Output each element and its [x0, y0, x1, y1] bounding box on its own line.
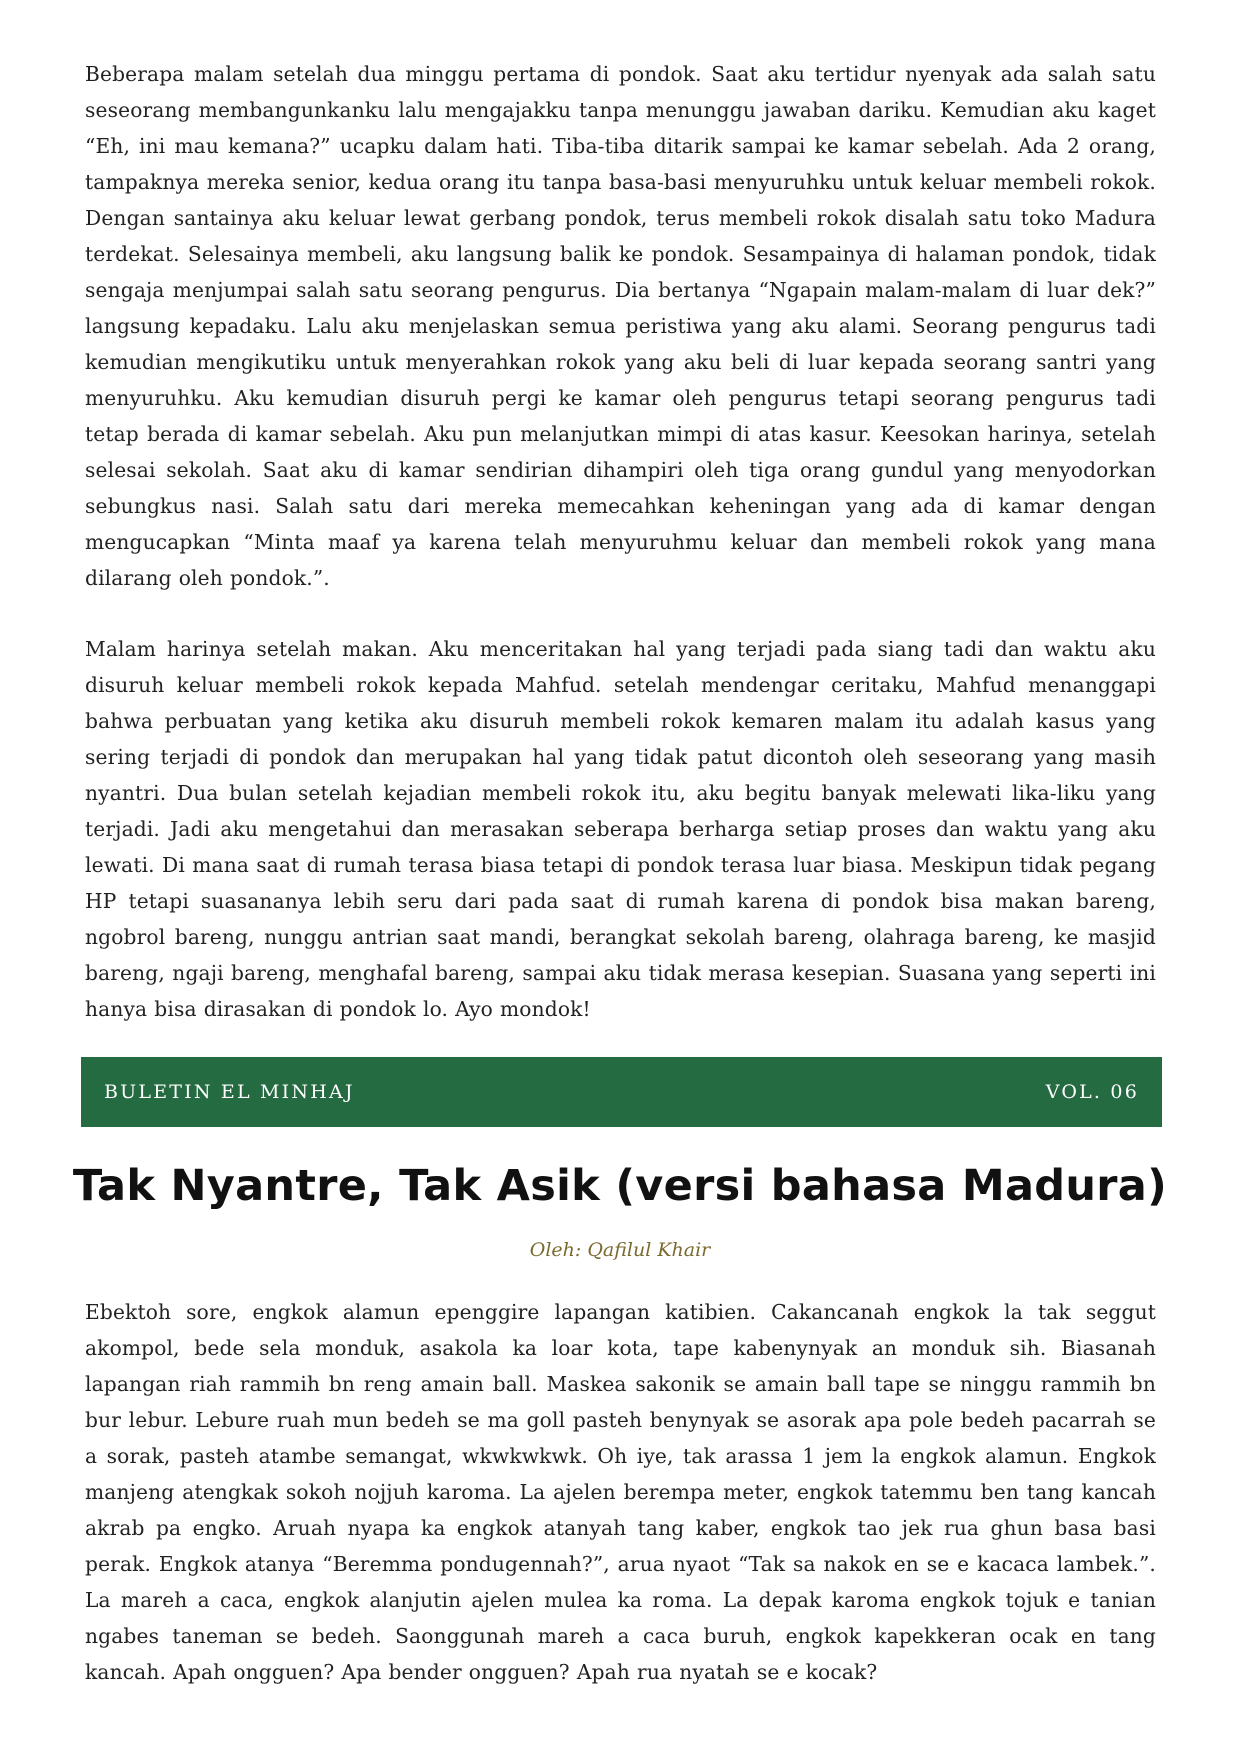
- story-paragraph-1: Beberapa malam setelah dua minggu pertama di pondok. Saat aku tertidur nyenyak ada salah satu seseorang membangunkanku lalu mengajakku tanpa menunggu jawaban dariku. Kemudian aku kaget “Eh, ini mau kemana?” ucapku dalam hati. Tiba-tiba ditarik sampai ke kamar sebelah. Ada 2 orang, tampaknya mereka senior, kedua orang itu tanpa basa-basi menyuruhku untuk keluar membeli rokok. Dengan santainya aku keluar lewat gerbang pondok, terus membeli rokok disalah satu toko Madura terdekat. Selesainya membeli, aku langsung balik ke pondok. Sesampainya di halaman pondok, tidak sengaja menjumpai salah satu seorang pengurus. Dia bertanya “Ngapain malam-malam di luar dek?” langsung kepadaku. Lalu aku menjelaskan semua peristiwa yang aku alami. Seorang pengurus tadi kemudian mengikutiku untuk menyerahkan rokok yang aku beli di luar kepada seorang santri yang menyuruhku. Aku kemudian disuruh pergi ke kamar oleh pengurus tetapi seorang pengurus tadi tetap berada di kamar sebelah. Aku pun melanjutkan mimpi di atas kasur. Keesokan harinya, setelah selesai sekolah. Saat aku di kamar sendirian dihampiri oleh tiga orang gundul yang menyodorkan sebungkus nasi. Salah satu dari mereka memecahkan keheningan yang ada di kamar dengan mengucapkan “Minta maaf ya karena telah menyuruhmu keluar dan membeli rokok yang mana dilarang oleh pondok.”.: [85, 62, 1156, 590]
- article-body-paragraph: Ebektoh sore, engkok alamun epenggire lapangan katibien. Cakancanah engkok la tak seggut akompol, bede sela monduk, asakola ka loar kota, tape kabenynyak an monduk sih. Biasanah lapangan riah rammih bn reng amain ball. Maskea sakonik se amain ball tape se ninggu rammih bn bur lebur. Lebure ruah mun bedeh se ma goll pasteh benynyak se asorak apa pole bedeh pacarrah se a sorak, pasteh atambe semangat, wkwkwkwk. Oh iye, tak arassa 1 jem la engkok alamun. Engkok manjeng atengkak sokoh nojjuh karoma. La ajelen berempa meter, engkok tatemmu ben tang kancah akrab pa engko. Aruah nyapa ka engkok atanyah tang kaber, engkok tao jek rua ghun basa basi perak. Engkok atanya “Beremma pondugennah?”, arua nyaot “Tak sa nakok en se e kacaca lambek.”. La mareh a caca, engkok alanjutin ajelen mulea ka roma. La depak karoma engkok tojuk e tanian ngabes taneman se bedeh. Saonggunah mareh a caca buruh, engkok kapekkeran ocak en tang kancah. Apah ongguen? Apa bender ongguen? Apah rua nyatah se e kocak?: [85, 1300, 1156, 1684]
- bulletin-banner: [81, 1057, 1162, 1127]
- story-paragraph-2: Malam harinya setelah makan. Aku menceritakan hal yang terjadi pada siang tadi dan waktu aku disuruh keluar membeli rokok kepada Mahfud. setelah mendengar ceritaku, Mahfud menanggapi bahwa perbuatan yang ketika aku disuruh membeli rokok kemaren malam itu adalah kasus yang sering terjadi di pondok dan merupakan hal yang tidak patut dicontoh oleh seseorang yang masih nyantri. Dua bulan setelah kejadian membeli rokok itu, aku begitu banyak melewati lika-liku yang terjadi. Jadi aku mengetahui dan merasakan seberapa berharga setiap proses dan waktu yang aku lewati. Di mana saat di rumah terasa biasa tetapi di pondok terasa luar biasa. Meskipun tidak pegang HP tetapi suasananya lebih seru dari pada saat di rumah karena di pondok bisa makan bareng, ngobrol bareng, nunggu antrian saat mandi, berangkat sekolah bareng, olahraga bareng, ke masjid bareng, ngaji bareng, menghafal bareng, sampai aku tidak merasa kesepian. Suasana yang seperti ini hanya bisa dirasakan di pondok lo. Ayo mondok!: [85, 637, 1156, 1021]
- article-title: Tak Nyantre, Tak Asik (versi bahasa Madura): [72, 1161, 1168, 1211]
- publication-name: BULETIN EL MINHAJ: [104, 1081, 355, 1103]
- volume-label: VOL. 06: [1045, 1081, 1139, 1103]
- article-byline: Oleh: Qafilul Khair: [529, 1239, 711, 1261]
